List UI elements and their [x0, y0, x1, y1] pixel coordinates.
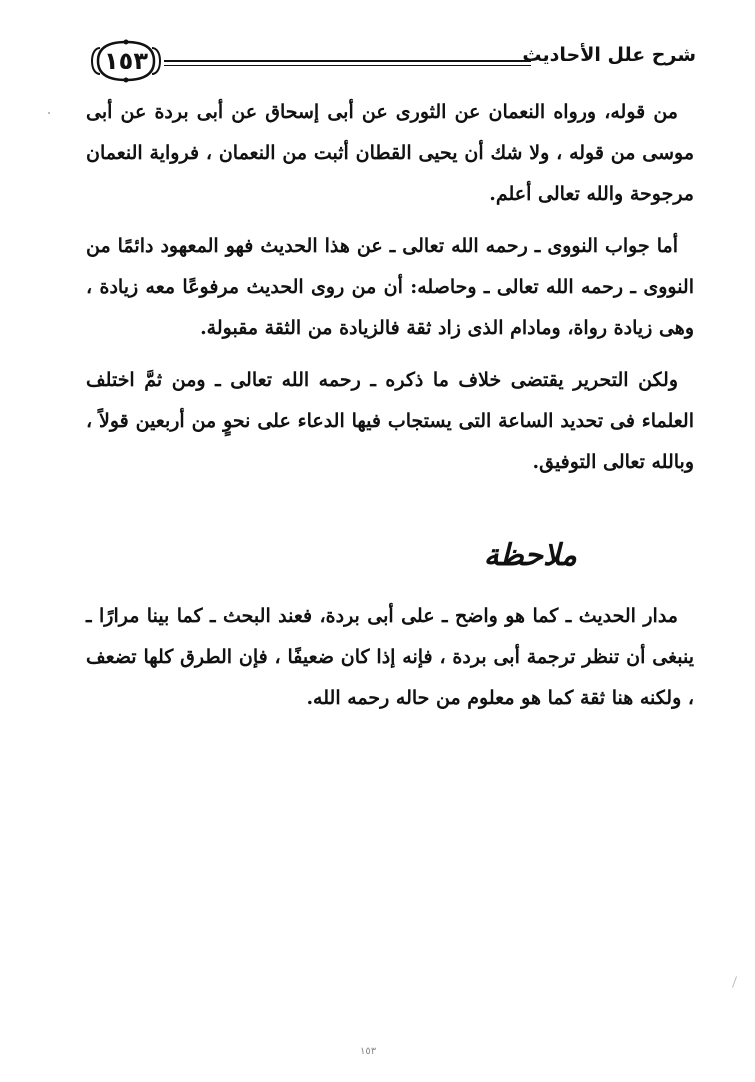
- header-rule-thin: [164, 65, 531, 66]
- page-header: [86, 36, 696, 86]
- paragraph-2: أما جواب النووى ـ رحمه الله تعالى ـ عن هذا الحديث فهو المعهود دائمًا من النووى ـ رحمه الله تعالى ـ وحاصله: أن من روى الحديث مرفوعًا معه زيادة ، وهى زيادة رواة، ومادام الذى زاد ثقة فالزيادة من الثقة مقبولة.: [86, 235, 694, 339]
- footer-mark: ١٥٣: [360, 1046, 377, 1057]
- page-number-ornament: [86, 36, 166, 86]
- paragraph-1: من قوله، ورواه النعمان عن الثورى عن أبى إسحاق عن أبى بردة عن أبى موسى من قوله ، ولا شك أن يحيى القطان أثبت من النعمان ، فرواية النعمان مرجوحة والله تعالى أعلم.: [86, 101, 694, 205]
- main-text: [86, 92, 694, 483]
- paragraph-3: ولكن التحرير يقتضى خلاف ما ذكره ـ رحمه الله تعالى ـ ومن ثمَّ اختلف العلماء فى تحديد الساعة التى يستجاب فيها الدعاء على نحوٍ من أربعين قولاً ، وبالله تعالى التوفيق.: [86, 369, 694, 473]
- note-section: [86, 596, 694, 719]
- note-heading: ملاحظة: [483, 538, 577, 573]
- scan-speck: [48, 112, 50, 114]
- running-title: شرح علل الأحاديث: [522, 44, 696, 66]
- note-text: مدار الحديث ـ كما هو واضح ـ على أبى بردة، فعند البحث ـ كما بينا مرارًا ـ ينبغى أن تنظر ترجمة أبى بردة ، فإنه إذا كان ضعيفًا ، فإن الطرق كلها تضعف ، ولكنه هنا ثقة كما هو معلوم من حاله رحمه الله.: [86, 605, 694, 709]
- scan-speck: [732, 976, 737, 988]
- header-rule: [164, 60, 531, 62]
- page-number: ١٥٣: [104, 47, 148, 75]
